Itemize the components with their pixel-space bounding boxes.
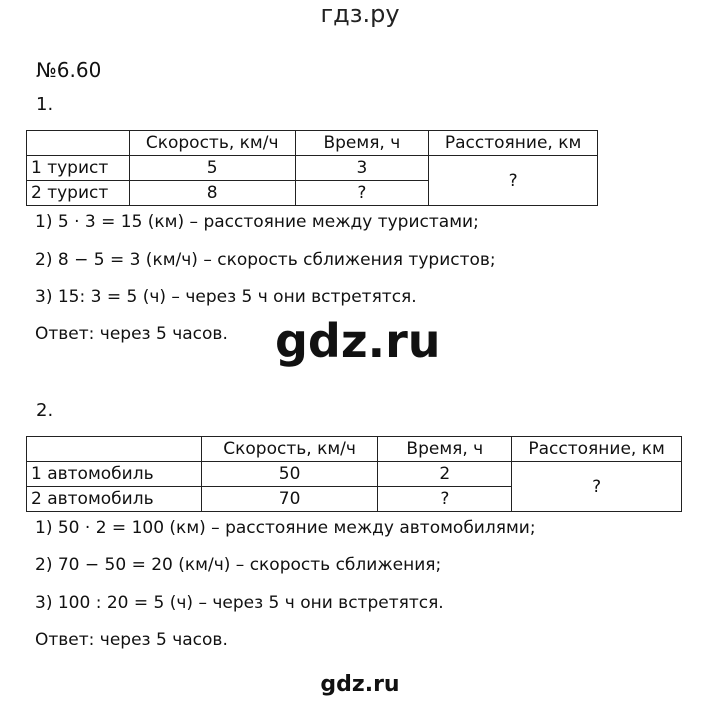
row-speed: 50 [201,462,378,487]
table-header-cell: Расстояние, км [512,437,682,462]
part1-label: 1. [36,94,54,115]
footer-watermark: gdz.ru [320,672,400,697]
table-header-cell: Время, ч [378,437,512,462]
row-speed: 70 [201,487,378,512]
solution-step: 1) 50 · 2 = 100 (км) – расстояние между автомобилями; [35,518,536,538]
distance-cell: ? [512,462,682,512]
solution-step: 3) 15: 3 = 5 (ч) – через 5 ч они встретятся. [35,287,417,307]
row-name: 2 турист [27,181,130,206]
table-header-cell: Время, ч [295,131,429,156]
answer-text: Ответ: через 5 часов. [35,324,228,344]
solution-step: 1) 5 · 3 = 15 (км) – расстояние между туристами; [35,212,479,232]
part2-label: 2. [36,400,54,421]
row-time: ? [378,487,512,512]
problem-number: №6.60 [36,58,102,82]
table-header-row [27,131,598,156]
table-header-row [27,437,682,462]
table-header-cell: Скорость, км/ч [201,437,378,462]
table-header-cell [27,437,202,462]
row-name: 1 автомобиль [27,462,202,487]
distance-cell: ? [429,156,598,206]
solution-step: 3) 100 : 20 = 5 (ч) – через 5 ч они встретятся. [35,593,444,613]
answer-text: Ответ: через 5 часов. [35,630,228,650]
table-header-cell: Расстояние, км [429,131,598,156]
row-time: 2 [378,462,512,487]
table-header-cell [27,131,130,156]
table-row [27,156,598,181]
row-speed: 8 [129,181,295,206]
row-time: 3 [295,156,429,181]
part2-table [26,436,682,512]
row-name: 2 автомобиль [27,487,202,512]
row-name: 1 турист [27,156,130,181]
row-time: ? [295,181,429,206]
header-watermark: гдз.ру [320,0,400,28]
row-speed: 5 [129,156,295,181]
table-header-cell: Скорость, км/ч [129,131,295,156]
solution-step: 2) 70 − 50 = 20 (км/ч) – скорость сближения; [35,555,442,575]
table-row [27,462,682,487]
part1-table [26,130,598,206]
solution-step: 2) 8 − 5 = 3 (км/ч) – скорость сближения туристов; [35,250,496,270]
middle-watermark: gdz.ru [275,314,441,368]
